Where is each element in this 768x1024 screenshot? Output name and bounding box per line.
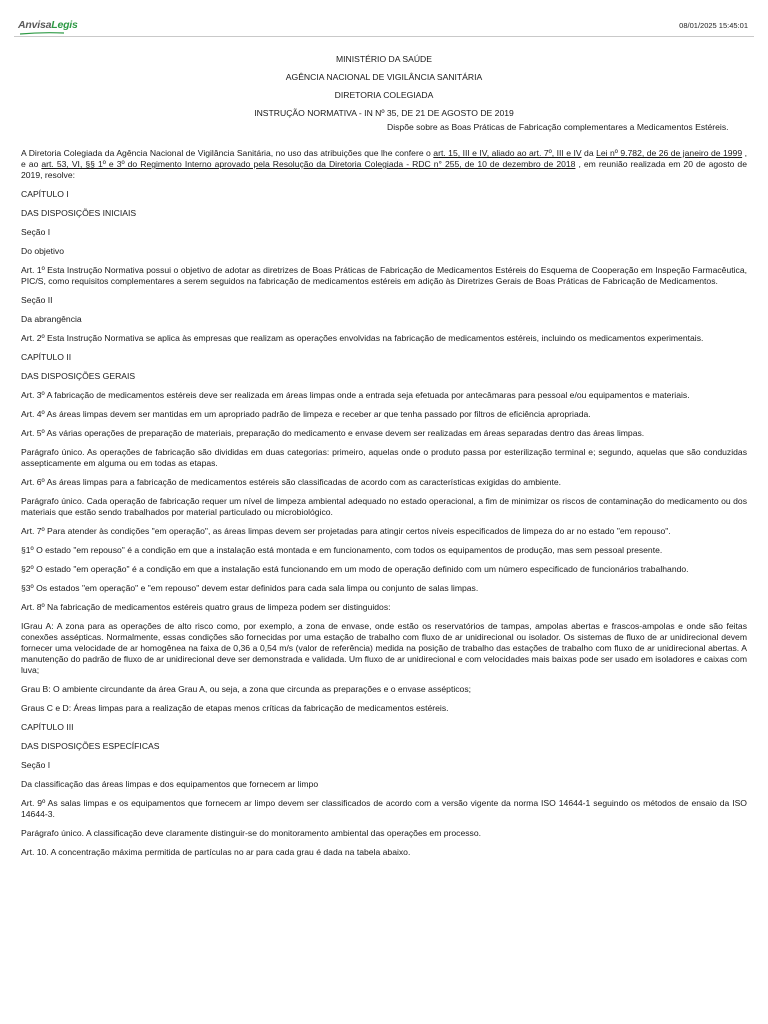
link-art-53-regimento[interactable]: art. 53, VI, §§ 1º e 3º do Regimento Interno aprovado pela Resolução da Diretoria Colegiada - RDC n° 255, de 10 de dezembro de 2018 [41,159,576,169]
article-8-item-i: IGrau A: A zona para as operações de alto risco como, por exemplo, a zona de envase, onde estão os reservatórios de tampas, ampolas abertas e frascos-ampolas e onde são feitas conexões assépticas. Normalmente, essas condições são fornecidas por uma estação de trabalho com fluxo de ar unidirecional ou isolador. Os sistemas de fluxo de ar unidirecional devem fornecer uma velocidade de ar homogênea na faixa de 0,36 a 0,54 m/s (valor de referência) medida na posição de trabalho das estações de trabalho com fluxo de ar unidirecional abertas. A manutenção do padrão de fluxo de ar unidirecional deve ser demonstrada e validada. Um fluxo de ar unidirecional e com velocidades mais baixas pode ser usado em isoladores e caixas com luva; [21,621,747,675]
article-7-paragraph-3: §3º Os estados "em operação" e "em repouso" devem estar definidos para cada sala limpa ou conjunto de salas limpas. [21,583,479,593]
logo-text-anvisa: Anvisa [18,19,52,31]
article-4: Art. 4º As áreas limpas devem ser mantidas em um apropriado padrão de limpeza e receber ar que tenha passado por filtros de eficiência apropriada. [21,409,591,419]
header-divider [14,36,754,37]
link-art-15[interactable]: art. 15, III e IV, aliado ao art. 7º, III e IV [433,148,582,158]
article-5: Art. 5º As várias operações de preparação de materiais, preparação do medicamento e envase devem ser realizadas em áreas separadas dentro das áreas limpas. [21,428,645,438]
preamble [21,148,747,181]
anvisalegis-logo[interactable] [18,19,78,31]
section-1-heading: Seção I [21,227,51,237]
print-timestamp: 08/01/2025 15:45:01 [679,21,748,30]
section-3-heading: Seção I [21,760,51,770]
article-2: Art. 2º Esta Instrução Normativa se aplica às empresas que realizam as operações envolvidas na fabricação de medicamentos estéreis, incluindo os medicamentos experimentais. [21,333,704,343]
link-lei-9782[interactable]: Lei nº 9.782, de 26 de janeiro de 1999 [596,148,743,158]
article-10: Art. 10. A concentração máxima permitida de partículas no ar para cada grau é dada na tabela abaixo. [21,847,411,857]
article-7-paragraph-1: §1º O estado "em repouso" é a condição em que a instalação está montada e em funcionamento, com todos os equipamentos de produção, mas sem pessoal presente. [21,545,663,555]
logo-swoosh-icon [20,32,64,35]
article-7-paragraph-2: §2º O estado "em operação" é a condição em que a instalação está funcionando em um modo de operação definido com um número especificado de funcionários trabalhando. [21,564,689,574]
document-title: INSTRUÇÃO NORMATIVA - IN Nº 35, DE 21 DE AGOSTO DE 2019 [254,108,514,118]
article-8-item-iii: Graus C e D: Áreas limpas para a realização de etapas menos críticas da fabricação de medicamentos estéreis. [21,703,449,713]
article-6: Art. 6º As áreas limpas para a fabricação de medicamentos estéreis são classificadas de acordo com as características exigidas do ambiente. [21,477,562,487]
logo-text-legis: Legis [51,19,78,31]
article-8-item-ii: Grau B: O ambiente circundante da área Grau A, ou seja, a zona que circunda as preparações e o envase assépticos; [21,684,472,694]
section-1-title: Do objetivo [21,246,64,256]
chapter-3-title: DAS DISPOSIÇÕES ESPECÍFICAS [21,741,160,751]
article-5-sole-paragraph: Parágrafo único. As operações de fabricação são divididas em duas categorias: primeiro, aquelas onde o produto passa por esterilização terminal e; segundo, aquelas que são conduzidas assepticamente em alguma ou em todas as etapas. [21,447,747,468]
chapter-2-heading: CAPÍTULO II [21,352,72,362]
chapter-2-title: DAS DISPOSIÇÕES GERAIS [21,371,136,381]
article-8: Art. 8º Na fabricação de medicamentos estéreis quatro graus de limpeza podem ser distinguidos: [21,602,391,612]
agency-heading: AGÊNCIA NACIONAL DE VIGILÂNCIA SANITÁRIA [285,72,483,82]
ministry-heading: MINISTÉRIO DA SAÚDE [336,54,432,64]
chapter-3-heading: CAPÍTULO III [21,722,74,732]
section-2-title: Da abrangência [21,314,82,324]
article-6-sole-paragraph: Parágrafo único. Cada operação de fabricação requer um nível de limpeza ambiental adequado no estado operacional, a fim de minimizar os riscos de contaminação do medicamento ou dos materiais que estão sendo trabalhados por material particulado ou microbiológico. [21,496,747,517]
article-3: Art. 3º A fabricação de medicamentos estéreis deve ser realizada em áreas limpas onde a entrada seja efetuada por antecâmaras para pessoal e/ou equipamentos e materiais. [21,390,690,400]
section-3-title: Da classificação das áreas limpas e dos equipamentos que fornecem ar limpo [21,779,319,789]
ementa: Dispõe sobre as Boas Práticas de Fabricação complementares a Medicamentos Estéreis. [387,122,729,132]
preamble-text-3: , e ao [21,148,747,169]
preamble-text-2: da [581,148,597,158]
chapter-1-heading: CAPÍTULO I [21,189,69,199]
article-9-sole-paragraph: Parágrafo único. A classificação deve claramente distinguir-se do monitoramento ambiental das operações em processo. [21,828,482,838]
article-9: Art. 9º As salas limpas e os equipamentos que fornecem ar limpo devem ser classificados de acordo com a versão vigente da norma ISO 14644-1 seguindo os métodos de ensaio da ISO 14644-3. [21,798,747,819]
preamble-text-4: , em reunião realizada em 20 de agosto de 2019, resolve: [21,159,747,180]
top-bar [0,0,768,40]
article-1: Art. 1º Esta Instrução Normativa possui o objetivo de adotar as diretrizes de Boas Práticas de Fabricação de Medicamentos Estéreis do Esquema de Cooperação em Inspeção Farmacêutica, PIC/S, como requisitos complementares a serem seguidos na fabricação de medicamentos estéreis em adição às Diretrizes Gerais de Boas Práticas de Fabricação de Medicamentos. [21,265,747,286]
board-heading: DIRETORIA COLEGIADA [334,90,434,100]
section-2-heading: Seção II [21,295,53,305]
preamble-text-1: A Diretoria Colegiada da Agência Nacional de Vigilância Sanitária, no uso das atribuições que lhe confere o [21,148,434,158]
document-body [21,53,747,858]
chapter-1-title: DAS DISPOSIÇÕES INICIAIS [21,208,137,218]
article-7: Art. 7º Para atender às condições "em operação", as áreas limpas devem ser projetadas para atingir certos níveis especificados de limpeza do ar no estado "em repouso". [21,526,671,536]
